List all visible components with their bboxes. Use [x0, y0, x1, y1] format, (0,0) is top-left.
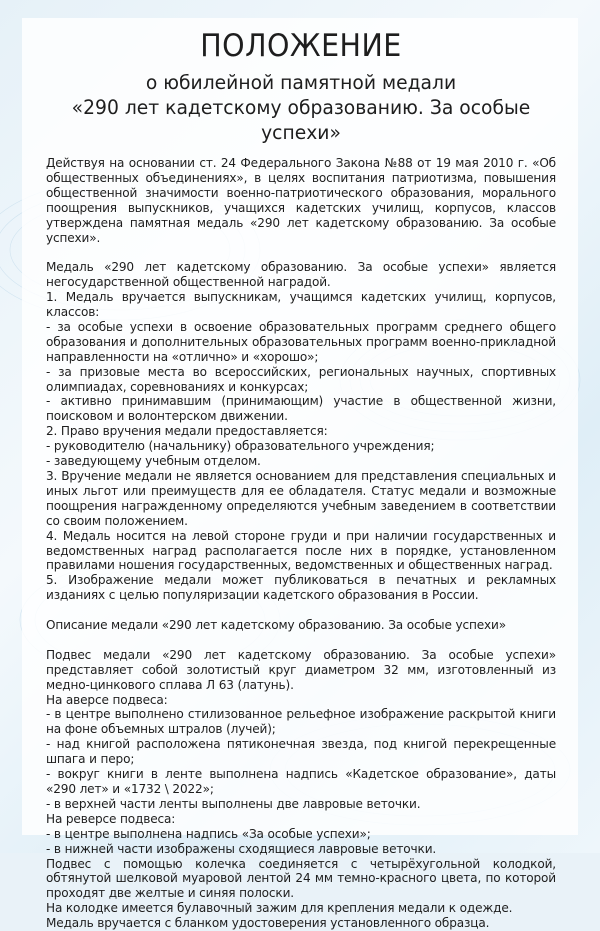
- rule-item: - заведующему учебным отделом.: [46, 454, 261, 469]
- rule-item: - за особые успехи в освоение образовательных программ среднего общего образования и дополнительных образовательных программ военно-прикладной направленности на «отлично» и «хорошо»;: [46, 319, 556, 364]
- subtitle-line-1: о юбилейной памятной медали: [145, 71, 457, 94]
- description-heading: Описание медали «290 лет кадетскому образованию. За особые успехи»: [46, 618, 506, 633]
- description-item: - в центре выполнено стилизованное рельефное изображение раскрытой книги на фоне объемных штралов (лучей);: [46, 707, 556, 737]
- rule-item: 2. Право вручения медали предоставляется:: [46, 424, 328, 439]
- description-item: - в нижней части изображены сходящиеся лавровые веточки.: [46, 841, 437, 856]
- description-item: - в центре выполнена надпись «За особые успехи»;: [46, 826, 371, 841]
- description-item: Подвес медали «290 лет кадетскому образованию. За особые успехи» представляет собой золотистый круг диаметром 32 мм, изготовленный из медно-цинкового сплава Л 63 (латунь).: [46, 647, 556, 692]
- rule-item: - активно принимавшим (принимающим) участие в общественной жизни, поисковом и волонтерском движении.: [46, 394, 556, 424]
- rule-item: 5. Изображение медали может публиковаться в печатных и рекламных изданиях с целью популяризации кадетского образования в России.: [46, 573, 556, 603]
- description-item: Подвес с помощью колечка соединяется с четырёхугольной колодкой, обтянутой шелковой муаровой лентой 24 мм темно-красного цвета, по которой проходят две желтые и синяя полоски.: [46, 856, 556, 901]
- description-item: На реверсе подвеса:: [46, 811, 176, 826]
- rule-item: 3. Вручение медали не является основанием для представления специальных и иных льгот или преимуществ для ее обладателя. Статус медали и возможные поощрения награжденному определяются учебным заведением в соответствии со своим положением.: [46, 469, 556, 528]
- description-item: - над книгой расположена пятиконечная звезда, под книгой перекрещенные шпага и перо;: [46, 737, 556, 767]
- rule-item: 1. Медаль вручается выпускникам, учащимся кадетских училищ, корпусов, классов:: [46, 290, 556, 320]
- document-body: [46, 156, 556, 931]
- description-item: Медаль вручается с бланком удостоверения установленного образца.: [46, 916, 490, 931]
- description-item: - вокруг книги в ленте выполнена надпись «Кадетское образование», даты «290 лет» и «1732 \ 2022»;: [46, 767, 556, 797]
- subtitle-line-2: «290 лет кадетскому образованию. За особые успехи»: [71, 96, 531, 144]
- description-item: На аверсе подвеса:: [46, 692, 168, 707]
- intro-paragraph: Действуя на основании ст. 24 Федерального Закона №88 от 19 мая 2010 г. «Об общественных объединениях», в целях воспитания патриотизма, повышения общественной значимости военно-патриотического образования, морального поощрения выпускников, учащихся кадетских училищ, корпусов, классов утверждена памятная медаль «290 лет кадетскому образованию. За особые успехи».: [46, 156, 556, 245]
- rule-item: 4. Медаль носится на левой стороне груди и при наличии государственных и ведомственных наград располагается после них в порядке, установленном правилами ношения государственных, ведомственных и общественных наград.: [46, 528, 556, 573]
- document-title: ПОЛОЖЕНИЕ: [200, 28, 402, 64]
- status-paragraph: Медаль «290 лет кадетскому образованию. За особые успехи» является негосударственной общественной наградой.: [46, 260, 556, 290]
- description-item: - в верхней части ленты выполнены две лавровые веточки.: [46, 796, 421, 811]
- rule-item: - за призовые места во всероссийских, региональных научных, спортивных олимпиадах, соревнованиях и конкурсах;: [46, 364, 556, 394]
- document-content: [46, 28, 556, 931]
- description-item: На колодке имеется булавочный зажим для крепления медали к одежде.: [46, 901, 513, 916]
- rule-item: - руководителю (начальнику) образовательного учреждения;: [46, 439, 435, 454]
